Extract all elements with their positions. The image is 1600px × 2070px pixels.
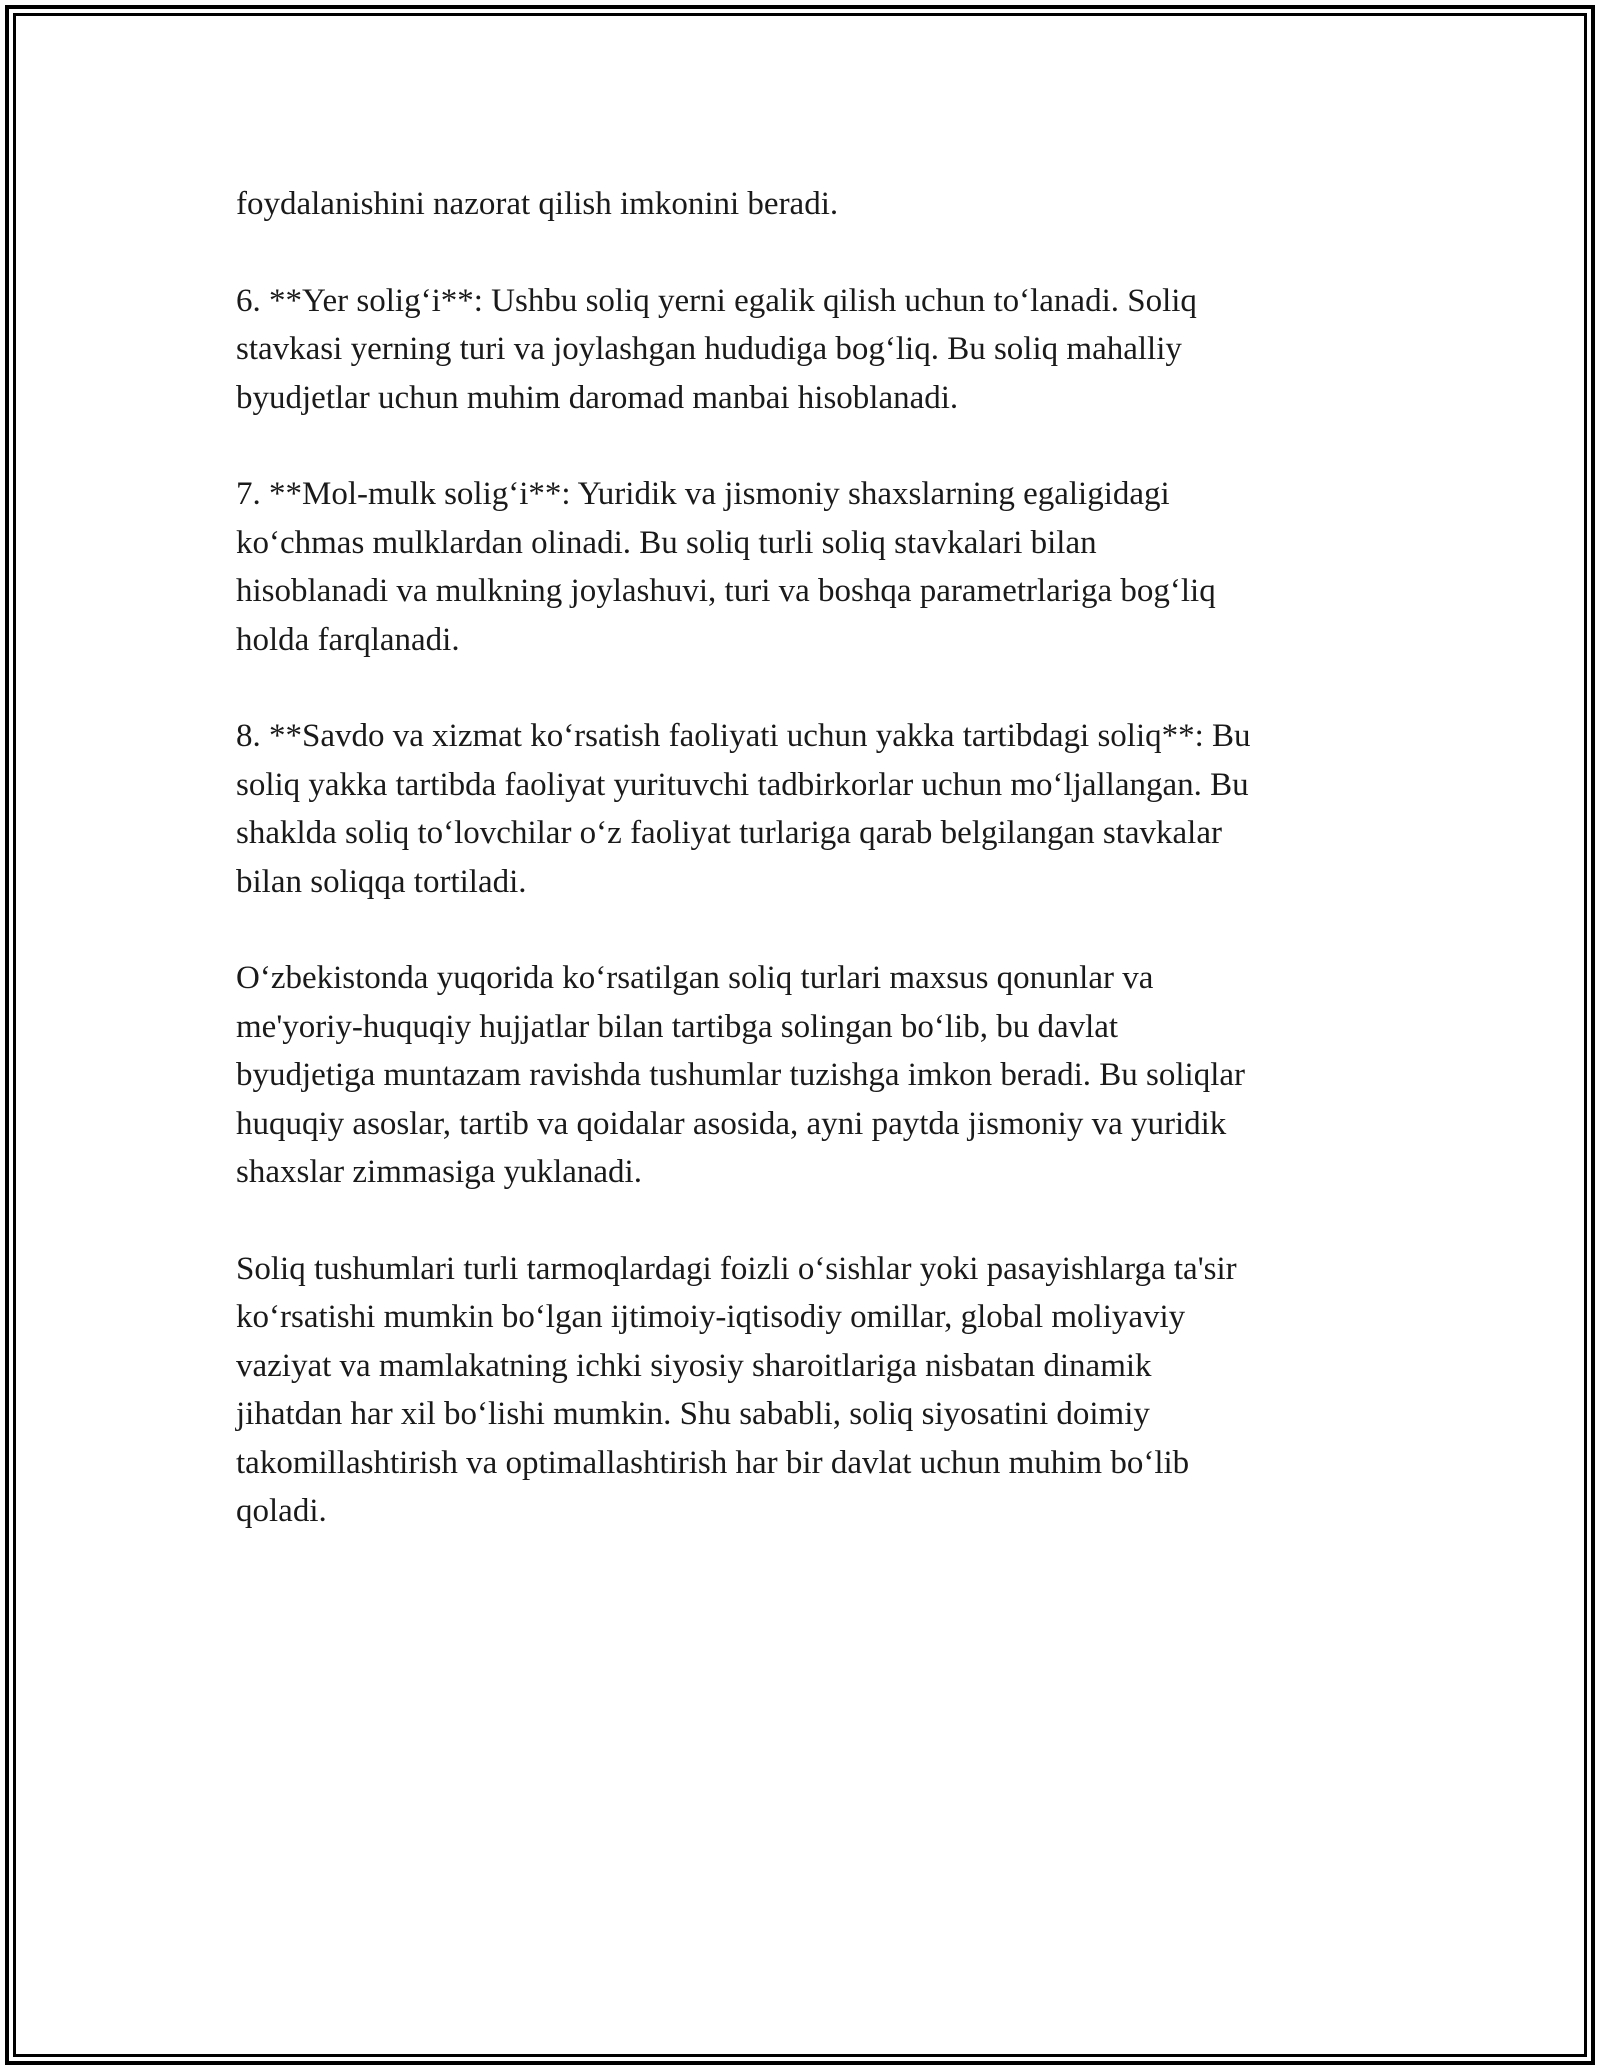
paragraph-tax-revenue-factors: Soliq tushumlari turli tarmoqlardagi foizli o‘sishlar yoki pasayishlarga ta'sir ko‘rsatishi mumkin bo‘lgan ijtimoiy-iqtisodiy omillar, global moliyaviy vaziyat va mamlakatning ichki siyosiy sharoitlariga nisbatan dinamik jihatdan har xil bo‘lishi mumkin. Shu sababli, soliq siyosatini doimiy takomillashtirish va optimallashtirish har bir davlat uchun muhim bo‘lib qoladi. [236,1250,1237,1529]
paragraph-property-tax: 7. **Mol-mulk solig‘i**: Yuridik va jismoniy shaxslarning egaligidagi ko‘chmas mulklardan olinadi. Bu soliq turli soliq stavkalari bilan hisoblanadi va mulkning joylashuvi, turi va boshqa parametrlariga bog‘liq holda farqlanadi. [236,476,1216,658]
document-body [236,180,1386,1584]
paragraph-land-tax: 6. **Yer solig‘i**: Ushbu soliq yerni egalik qilish uchun to‘lanadi. Soliq stavkasi yerning turi va joylashgan hududiga bog‘liq. Bu soliq mahalliy byudjetlar uchun muhim daromad manbai hisoblanadi. [236,282,1197,416]
paragraph-uzbekistan-tax-regulation: O‘zbekistonda yuqorida ko‘rsatilgan soliq turlari maxsus qonunlar va me'yoriy-huquqiy hujjatlar bilan tartibga solingan bo‘lib, bu davlat byudjetiga muntazam ravishda tushumlar tuzishga imkon beradi. Bu soliqlar huquqiy asoslar, tartib va qoidalar asosida, ayni paytda jismoniy va yuridik shaxslar zimmasiga yuklanadi. [236,960,1246,1190]
paragraph-trade-services-tax: 8. **Savdo va xizmat ko‘rsatish faoliyati uchun yakka tartibdagi soliq**: Bu soliq yakka tartibda faoliyat yurituvchi tadbirkorlar uchun mo‘ljallangan. Bu shaklda soliq to‘lovchilar o‘z faoliyat turlariga qarab belgilangan stavkalar bilan soliqqa tortiladi. [236,718,1251,900]
paragraph-continuation: foydalanishini nazorat qilish imkonini beradi. [236,186,839,222]
